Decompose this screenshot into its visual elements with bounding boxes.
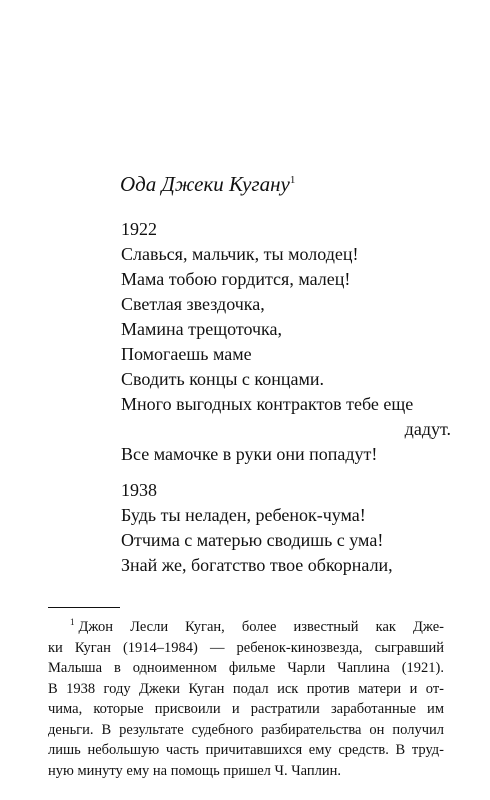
footnote-line: деньги. В результате судебного разбирательства он получил xyxy=(48,721,444,738)
poem-line: Мамина трещоточка, xyxy=(121,319,283,339)
poem-title-text: Ода Джеки Кугану xyxy=(120,172,290,196)
poem-line: Все мамочке в руки они попадут! xyxy=(121,444,378,464)
poem-line: Много выгодных контрактов тебе еще xyxy=(121,394,414,414)
footnote-line: чима, которые присвоили и растратили заработанные им xyxy=(48,701,444,717)
footnote-line: лишь небольшую часть причитавшихся ему средств. В труд- xyxy=(48,742,444,758)
footnote-line-text: Джон Лесли Куган, более известный как Дже- xyxy=(78,619,444,635)
poem-line: Помогаешь маме xyxy=(121,344,252,364)
poem-line: Мама тобою гордится, малец! xyxy=(121,269,351,289)
poem-line: Будь ты неладен, ребенок-чума! xyxy=(121,505,366,525)
poem-line: Светлая звездочка, xyxy=(121,294,265,314)
poem-line: Отчима с матерью сводишь с ума! xyxy=(121,530,384,550)
stanza-year: 1922 xyxy=(121,219,157,239)
poem-line: Славься, мальчик, ты молодец! xyxy=(121,244,359,264)
stanza-1922 xyxy=(121,217,451,467)
poem-title xyxy=(120,172,295,197)
poem-line: Знай же, богатство твое обкорнали, xyxy=(121,555,393,575)
poem-line-continuation: дадут. xyxy=(404,419,451,439)
footnote-mark: 1 xyxy=(70,617,75,628)
poem-line: Сводить концы с концами. xyxy=(121,369,325,389)
footnote-line: ную минуту ему на помощь пришел Ч. Чаплин. xyxy=(48,762,342,779)
footnote-line: В 1938 году Джеки Куган подал иск против матери и от- xyxy=(48,680,444,697)
footnote xyxy=(48,617,444,781)
footnote-line xyxy=(48,617,444,638)
footnote-line: Малыша в одноименном фильме Чарли Чаплина (1921). xyxy=(48,660,444,676)
footnote-reference: 1 xyxy=(289,174,296,186)
footnote-line: ки Куган (1914–1984) — ребенок-кинозвезда, сыгравший xyxy=(48,639,444,656)
stanza-1938 xyxy=(121,478,451,578)
stanza-year: 1938 xyxy=(121,480,157,500)
footnote-separator xyxy=(48,607,120,608)
